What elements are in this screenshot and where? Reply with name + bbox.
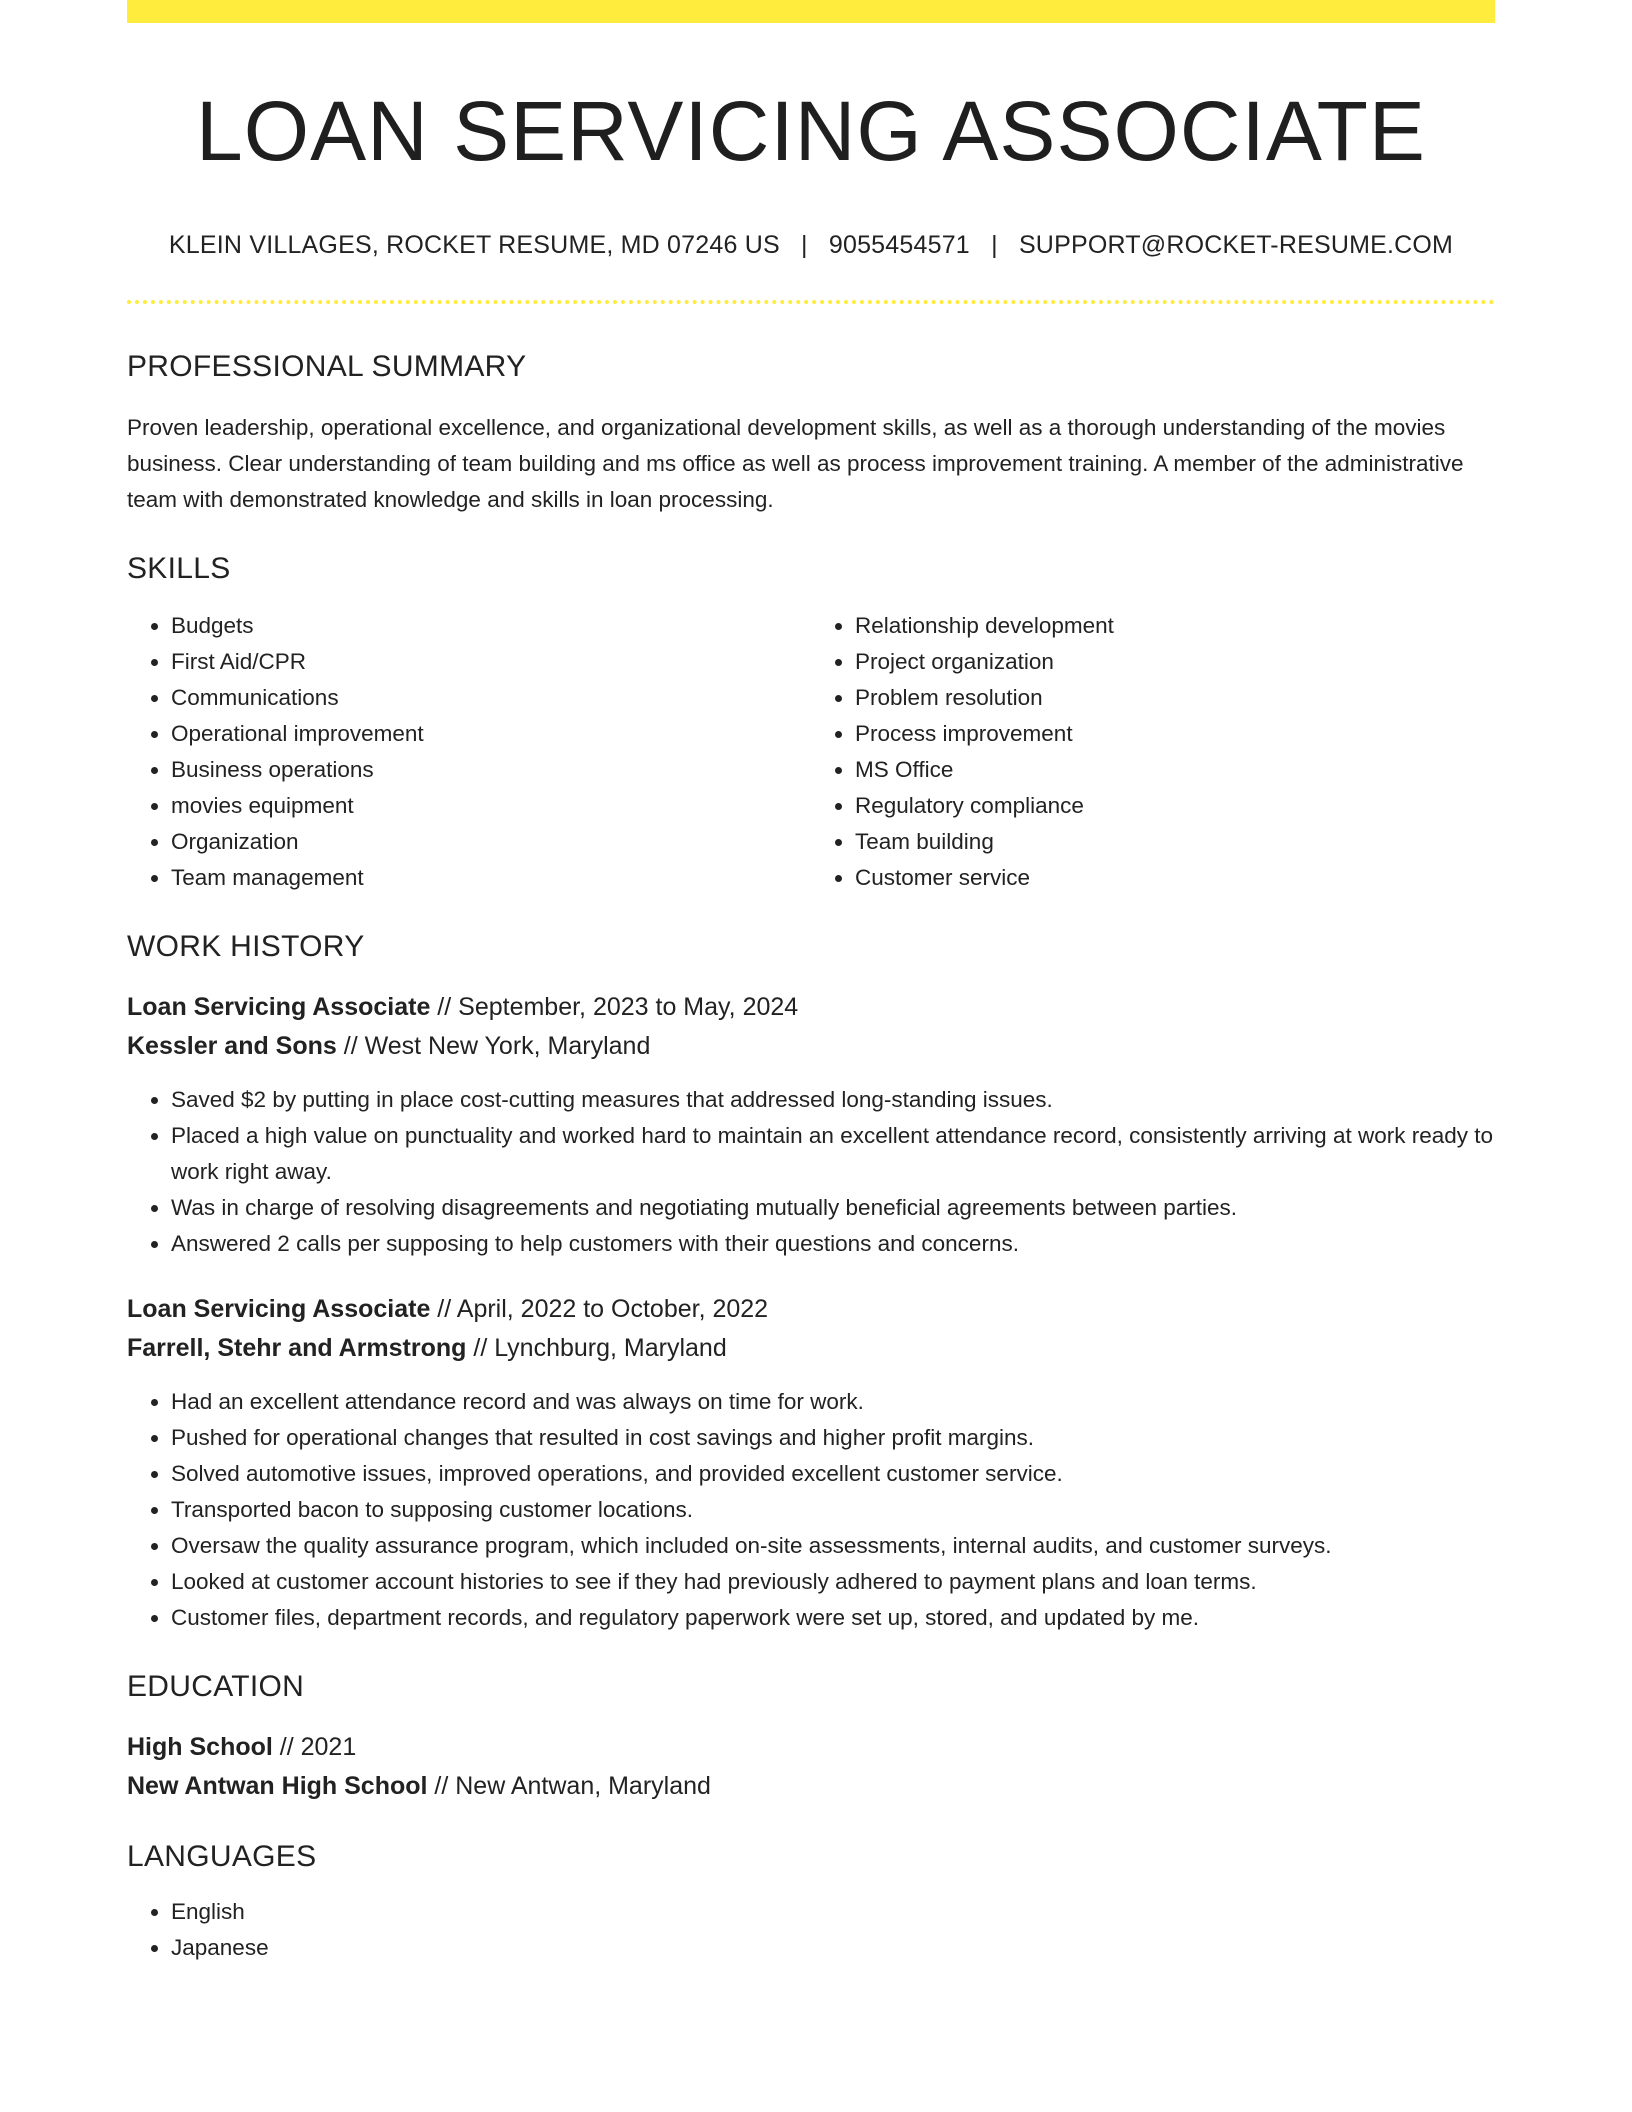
professional-summary-section	[127, 350, 1495, 518]
job-title-line	[127, 1290, 1495, 1329]
job-bullet: • Pushed for operational changes that resulted in cost savings and higher profit margins.	[171, 1420, 1495, 1456]
skill-item: • Budgets	[171, 608, 811, 644]
job-title-line	[127, 988, 1495, 1027]
skill-item: • Organization	[171, 824, 811, 860]
job-bullet: • Saved $2 by putting in place cost-cutting measures that addressed long-standing issues.	[171, 1082, 1495, 1118]
contact-phone: 9055454571	[828, 231, 970, 260]
job-dates: // September, 2023 to May, 2024	[430, 993, 799, 1022]
job-bullet: • Customer files, department records, and regulatory paperwork were set up, stored, and updated by me.	[171, 1600, 1495, 1636]
job-location: // Lynchburg, Maryland	[466, 1334, 727, 1363]
education-school: New Antwan High School	[127, 1772, 428, 1801]
skill-item: • Regulatory compliance	[855, 788, 1495, 824]
job-bullet: • Oversaw the quality assurance program, which included on-site assessments, internal audits, and customer surveys.	[171, 1528, 1495, 1564]
job-title: Loan Servicing Associate	[127, 1295, 431, 1324]
job-company: Kessler and Sons	[127, 1032, 337, 1061]
job-company-line	[127, 1329, 1495, 1368]
education-entry	[127, 1728, 1495, 1806]
skill-item: • Problem resolution	[855, 680, 1495, 716]
education-section	[127, 1670, 1495, 1806]
job-bullets	[127, 1384, 1495, 1636]
languages-list	[127, 1894, 1495, 1966]
job-bullet: • Placed a high value on punctuality and worked hard to maintain an excellent attendance record, consistently arriving at work ready to work right away.	[171, 1118, 1495, 1190]
job-bullet: • Solved automotive issues, improved operations, and provided excellent customer service.	[171, 1456, 1495, 1492]
resume-page	[127, 0, 1495, 1966]
skills-list-left	[127, 608, 811, 896]
job-dates: // April, 2022 to October, 2022	[430, 1295, 769, 1324]
job-bullet: • Had an excellent attendance record and was always on time for work.	[171, 1384, 1495, 1420]
education-location: // New Antwan, Maryland	[427, 1772, 711, 1801]
language-item: • Japanese	[171, 1930, 1495, 1966]
skill-item: • Business operations	[171, 752, 811, 788]
job-entry	[127, 988, 1495, 1262]
summary-text: Proven leadership, operational excellence, and organizational development skills, as well as a thorough understanding of the movies business. Clear understanding of team building and ms office as well as process improvement training. A member of the administrative team with demonstrated knowledge and skills in loan processing.	[127, 415, 1464, 513]
top-accent-bar	[127, 0, 1495, 23]
contact-separator: |	[801, 231, 808, 260]
contact-address: KLEIN VILLAGES, ROCKET RESUME, MD 07246 US	[168, 231, 780, 260]
contact-separator: |	[991, 231, 998, 260]
education-year: // 2021	[272, 1733, 357, 1762]
skill-item: • Team building	[855, 824, 1495, 860]
skill-item: • MS Office	[855, 752, 1495, 788]
candidate-name: LOAN SERVICING ASSOCIATE	[196, 84, 1426, 178]
skill-item: • Relationship development	[855, 608, 1495, 644]
skill-item: • Project organization	[855, 644, 1495, 680]
section-heading: LANGUAGES	[127, 1840, 317, 1874]
section-heading: WORK HISTORY	[127, 930, 365, 964]
skills-section	[127, 552, 1495, 896]
job-bullet: • Was in charge of resolving disagreements and negotiating mutually beneficial agreements between parties.	[171, 1190, 1495, 1226]
skill-item: • First Aid/CPR	[171, 644, 811, 680]
skill-item: • Team management	[171, 860, 811, 896]
job-bullets	[127, 1082, 1495, 1262]
section-heading: EDUCATION	[127, 1670, 305, 1704]
section-heading: SKILLS	[127, 552, 231, 586]
job-company: Farrell, Stehr and Armstrong	[127, 1334, 467, 1363]
skill-item: • Operational improvement	[171, 716, 811, 752]
education-degree-line	[127, 1728, 1495, 1767]
skill-item: • Communications	[171, 680, 811, 716]
header-divider	[127, 300, 1495, 304]
section-heading: PROFESSIONAL SUMMARY	[127, 350, 527, 384]
job-bullet: • Transported bacon to supposing customer locations.	[171, 1492, 1495, 1528]
skill-item: • movies equipment	[171, 788, 811, 824]
job-bullet: • Looked at customer account histories to see if they had previously adhered to payment plans and loan terms.	[171, 1564, 1495, 1600]
skills-list-right	[811, 608, 1495, 896]
job-bullet: • Answered 2 calls per supposing to help customers with their questions and concerns.	[171, 1226, 1495, 1262]
skill-item: • Process improvement	[855, 716, 1495, 752]
job-company-line	[127, 1027, 1495, 1066]
job-title: Loan Servicing Associate	[127, 993, 431, 1022]
work-history-section	[127, 930, 1495, 1636]
job-entry	[127, 1290, 1495, 1636]
language-item: • English	[171, 1894, 1495, 1930]
skills-columns	[127, 608, 1495, 896]
contact-email: SUPPORT@ROCKET-RESUME.COM	[1018, 231, 1454, 260]
education-degree: High School	[127, 1733, 273, 1762]
languages-section	[127, 1840, 1495, 1966]
job-location: // West New York, Maryland	[336, 1032, 651, 1061]
contact-line	[127, 231, 1495, 260]
education-school-line	[127, 1767, 1495, 1806]
skill-item: • Customer service	[855, 860, 1495, 896]
